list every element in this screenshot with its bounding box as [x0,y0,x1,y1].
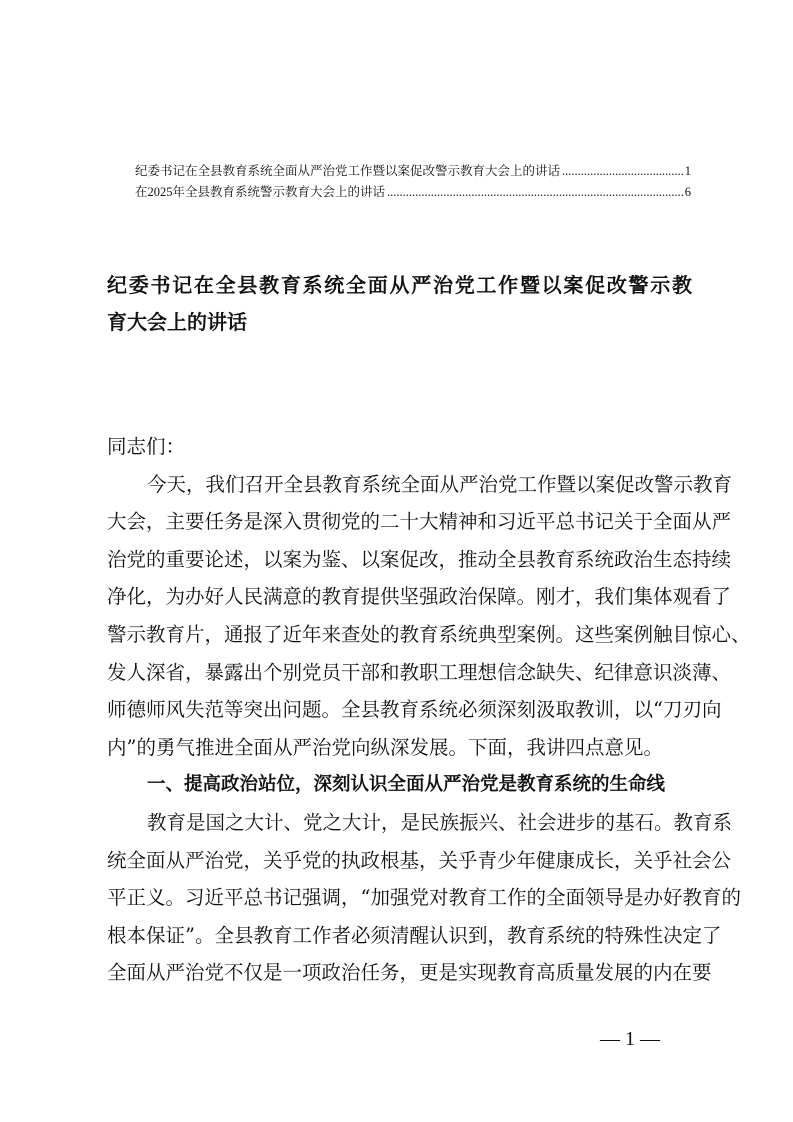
title-line: 育大会上的讲话 [107,310,247,334]
toc-entry[interactable] [135,161,691,182]
body-line: 警示教育片，通报了近年来查处的教育系统典型案例。这些案例触目惊心、 [107,622,751,646]
section-heading: 一、提高政治站位，深刻认识全面从严治党是教育系统的生命线 [147,774,666,796]
body-line: 教育是国之大计、党之大计，是民族振兴、社会进步的基石。教育系 [147,810,733,834]
body-line: 根本保证”。全县教育工作者必须清醒认识到，教育系统的特殊性决定了 [107,923,722,947]
toc-entry-page: 1 [684,164,691,178]
body-line: 治党的重要论述，以案为鉴、以案促改，推动全县教育系统政治生态持续 [107,547,732,571]
document-body [107,428,751,992]
title-line: 纪委书记在全县教育系统全面从严治党工作暨以案促改警示教 [107,273,692,297]
body-line: 今天，我们召开全县教育系统全面从严治党工作暨以案促改警示教育 [147,472,733,496]
body-line: 内”的勇气推进全面从严治党向纵深发展。下面，我讲四点意见。 [107,735,663,759]
body-line: 师德师风失范等突出问题。全县教育系统必须深刻汲取教训，以“刀刃向 [107,698,722,722]
greeting: 同志们： [107,435,186,458]
toc-leader-dots [387,185,683,200]
document-title [107,267,692,341]
body-line: 大会，主要任务是深入贯彻党的二十大精神和习近平总书记关于全面从严 [107,510,732,534]
body-line: 净化，为办好人民满意的教育提供坚强政治保障。刚才，我们集体观看了 [107,585,732,609]
toc-entry-title: 纪委书记在全县教育系统全面从严治党工作暨以案促改警示教育大会上的讲话 [135,164,561,178]
toc-entry[interactable] [135,182,691,203]
body-line: 统全面从严治党，关乎党的执政根基，关乎青少年健康成长，关乎社会公 [107,848,732,872]
body-line: 发人深省，暴露出个别党员干部和教职工理想信念缺失、纪律意识淡薄、 [107,660,732,684]
body-line: 平正义。习近平总书记强调，“加强党对教育工作的全面领导是办好教育的 [107,886,741,910]
toc-entry-page: 6 [684,185,691,199]
table-of-contents [135,161,691,203]
toc-entry-title: 在2025年全县教育系统警示教育大会上的讲话 [135,185,386,199]
page-number: — 1 — [600,1028,660,1050]
body-line: 全面从严治党不仅是一项政治任务，更是实现教育高质量发展的内在要 [107,961,712,985]
toc-leader-dots [562,164,683,179]
